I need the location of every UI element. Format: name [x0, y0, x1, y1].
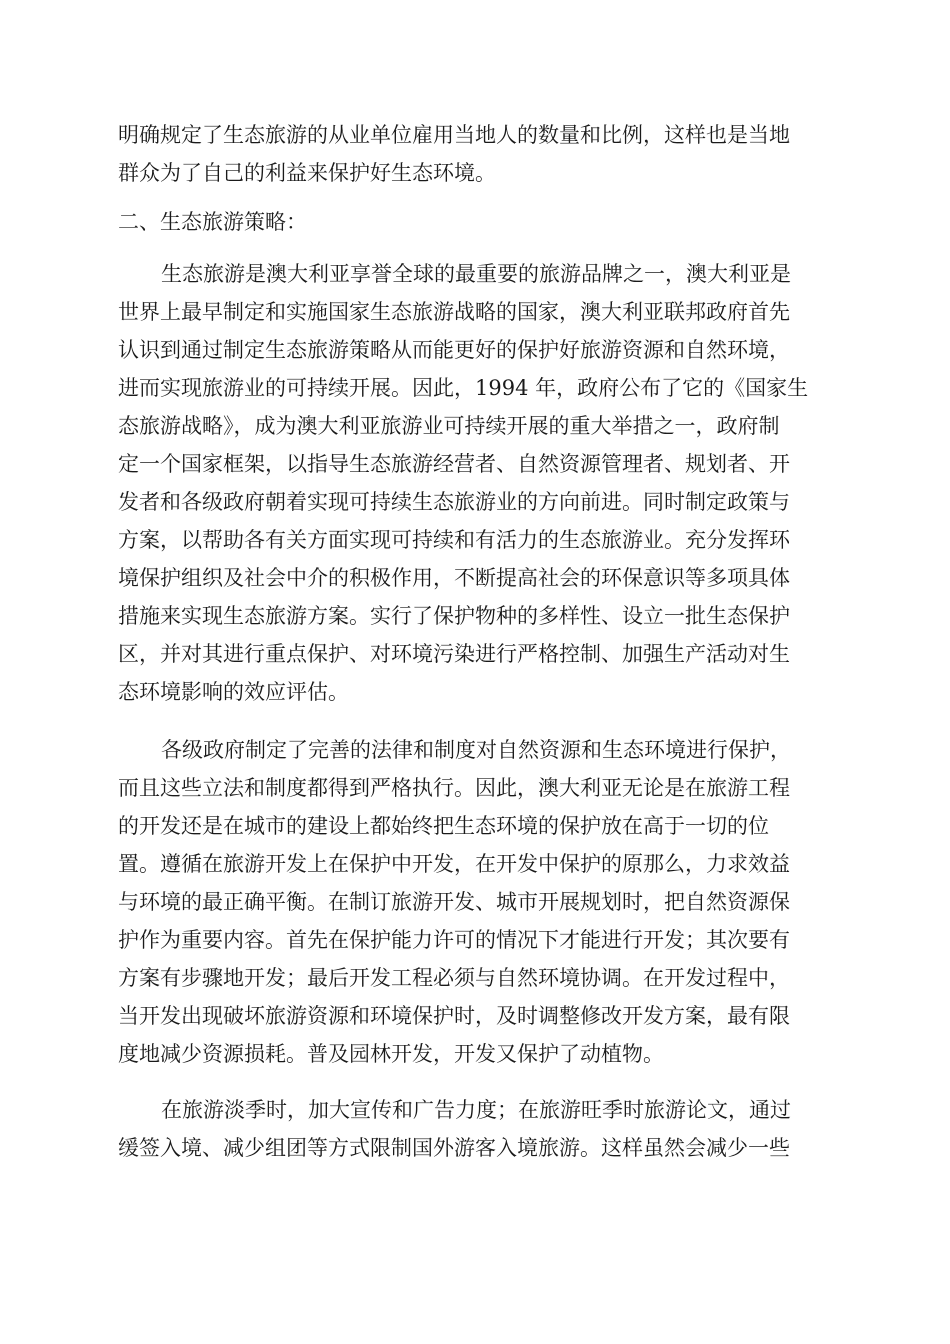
- text-line: 态旅游战略》，成为澳大利亚旅游业可持续开展的重大举措之一，政府制: [118, 414, 780, 438]
- text-line: 世界上最早制定和实施国家生态旅游战略的国家，澳大利亚联邦政府首先: [118, 300, 790, 324]
- text-line: 的开发还是在城市的建设上都始终把生态环境的保护放在高于一切的位: [118, 814, 769, 838]
- paragraph-strategy: [118, 255, 834, 711]
- heading-line: 二、生态旅游策略：: [118, 210, 307, 234]
- text-line: 当开发出现破坏旅游资源和环境保护时，及时调整修改开发方案，最有限: [118, 1004, 790, 1028]
- text-line: 群众为了自己的利益来保护好生态环境。: [118, 161, 496, 185]
- text-line: 明确规定了生态旅游的从业单位雇用当地人的数量和比例，这样也是当地: [118, 123, 790, 147]
- text-line: 发者和各级政府朝着实现可持续生态旅游业的方向前进。同时制定政策与: [118, 490, 790, 514]
- text-line: 生态旅游是澳大利亚享誉全球的最重要的旅游品牌之一，澳大利亚是: [161, 262, 791, 286]
- text-line: 区，并对其进行重点保护、对环境污染进行严格控制、加强生产活动对生: [118, 642, 790, 666]
- paragraph-seasons: [118, 1091, 834, 1167]
- text-line: 定一个国家框架，以指导生态旅游经营者、自然资源管理者、规划者、开: [118, 452, 790, 476]
- text-line: 进而实现旅游业的可持续开展。因此，1994 年，政府公布了它的《国家生: [118, 376, 809, 400]
- text-line: 在旅游淡季时，加大宣传和广告力度；在旅游旺季时旅游论文，通过: [161, 1098, 791, 1122]
- paragraph-continuation: [118, 116, 834, 192]
- text-line: 方案，以帮助各有关方面实现可持续和有活力的生态旅游业。充分发挥环: [118, 528, 790, 552]
- text-line: 缓签入境、减少组团等方式限制国外游客入境旅游。这样虽然会减少一些: [118, 1136, 790, 1160]
- text-line: 与环境的最正确平衡。在制订旅游开发、城市开展规划时，把自然资源保: [118, 890, 790, 914]
- text-line: 方案有步骤地开发；最后开发工程必须与自然环境协调。在开发过程中，: [118, 966, 790, 990]
- text-line: 置。遵循在旅游开发上在保护中开发，在开发中保护的原那么，力求效益: [118, 852, 790, 876]
- text-line: 度地减少资源损耗。普及园林开发，开发又保护了动植物。: [118, 1042, 664, 1066]
- paragraph-laws: [118, 731, 834, 1073]
- text-line: 认识到通过制定生态旅游策略从而能更好的保护好旅游资源和自然环境，: [118, 338, 790, 362]
- section-heading: [118, 203, 834, 241]
- text-line: 境保护组织及社会中介的积极作用，不断提高社会的环保意识等多项具体: [118, 566, 790, 590]
- text-line: 措施来实现生态旅游方案。实行了保护物种的多样性、设立一批生态保护: [118, 604, 790, 628]
- text-line: 态环境影响的效应评估。: [118, 680, 349, 704]
- text-line: 护作为重要内容。首先在保护能力许可的情况下才能进行开发；其次要有: [118, 928, 790, 952]
- text-line: 而且这些立法和制度都得到严格执行。因此，澳大利亚无论是在旅游工程: [118, 776, 790, 800]
- text-line: 各级政府制定了完善的法律和制度对自然资源和生态环境进行保护，: [161, 738, 791, 762]
